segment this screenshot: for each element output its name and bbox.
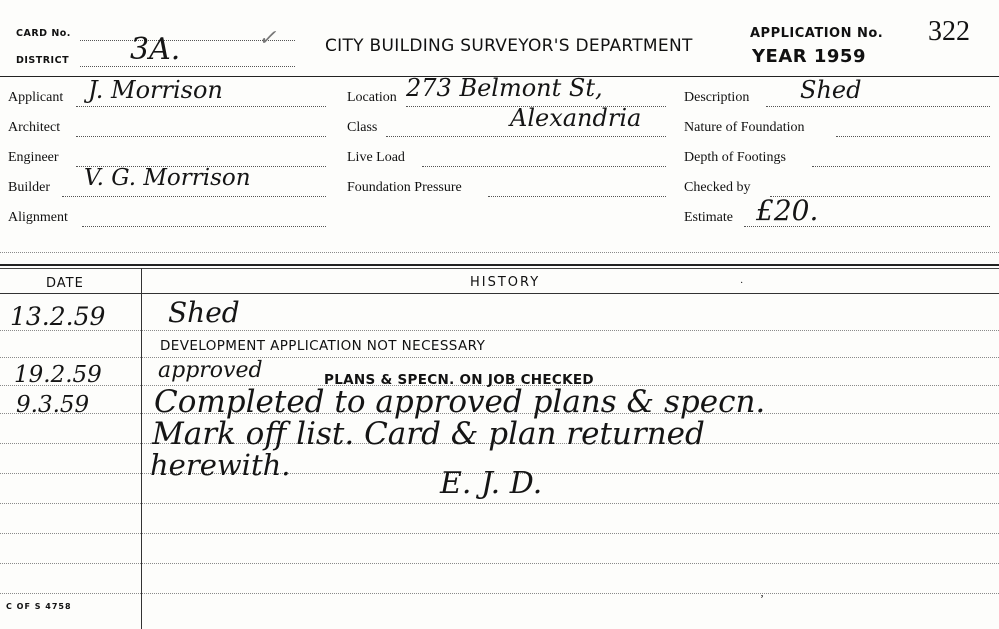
- applicant-value: J. Morrison: [88, 76, 223, 104]
- applicant-label: Applicant: [8, 90, 64, 105]
- class-label: Class: [347, 120, 378, 135]
- history-rule: [0, 330, 999, 331]
- history-rule: [0, 563, 999, 564]
- application-number: 322: [928, 16, 970, 47]
- depth-of-footings-line: [812, 166, 990, 167]
- history-stamp: PLANS & SPECN. ON JOB CHECKED: [324, 372, 594, 388]
- history-text: Completed to approved plans & specn.: [154, 384, 766, 420]
- history-text: herewith.: [150, 448, 291, 482]
- checked-by-label: Checked by: [684, 180, 751, 195]
- history-text: Shed: [168, 296, 240, 329]
- history-top-border: [0, 264, 999, 266]
- description-line: [766, 106, 990, 107]
- district-label: DISTRICT: [16, 55, 70, 66]
- history-rule: [0, 503, 999, 504]
- engineer-label: Engineer: [8, 150, 59, 165]
- builder-line: [62, 196, 326, 197]
- depth-of-footings-label: Depth of Footings: [684, 150, 786, 165]
- check-tick: ✓: [258, 26, 277, 51]
- nature-of-foundation-label: Nature of Foundation: [684, 120, 805, 135]
- class-line: [386, 136, 666, 137]
- applicant-line: [76, 106, 326, 107]
- estimate-value: £20.: [756, 194, 819, 227]
- fields-bottom-rule: [0, 252, 999, 253]
- architect-line: [76, 136, 326, 137]
- location-label: Location: [347, 90, 397, 105]
- history-text: Mark off list. Card & plan returned: [152, 416, 705, 452]
- history-stamp: DEVELOPMENT APPLICATION NOT NECESSARY: [160, 338, 486, 354]
- live-load-line: [422, 166, 666, 167]
- alignment-line: [82, 226, 326, 227]
- history-date: 19.2.59: [14, 362, 102, 388]
- description-value: Shed: [800, 76, 862, 104]
- history-column-header: HISTORY: [470, 275, 541, 290]
- history-header-rule: [0, 293, 999, 294]
- application-label: APPLICATION No.: [750, 26, 884, 41]
- paper-speck: ʼ: [760, 592, 764, 606]
- architect-label: Architect: [8, 120, 61, 135]
- card-no-label: CARD No.: [16, 28, 71, 39]
- history-rule: [0, 593, 999, 594]
- alignment-label: Alignment: [8, 210, 68, 225]
- live-load-label: Live Load: [347, 150, 405, 165]
- district-value: 3A.: [130, 32, 181, 67]
- form-code: C OF S 4758: [6, 602, 72, 611]
- builder-label: Builder: [8, 180, 50, 195]
- history-rule: [0, 533, 999, 534]
- builder-value: V. G. Morrison: [84, 165, 251, 191]
- nature-of-foundation-line: [836, 136, 990, 137]
- history-date: 13.2.59: [10, 302, 106, 331]
- district-line: [80, 66, 295, 67]
- location-value-1: 273 Belmont St,: [406, 74, 603, 102]
- history-initials: E. J. D.: [440, 466, 543, 501]
- history-text: approved: [158, 358, 263, 383]
- description-label: Description: [684, 90, 750, 105]
- estimate-label: Estimate: [684, 210, 733, 225]
- date-history-divider: [141, 268, 142, 629]
- department-title: CITY BUILDING SURVEYOR'S DEPARTMENT: [325, 36, 693, 56]
- foundation-pressure-label: Foundation Pressure: [347, 180, 462, 195]
- date-column-header: DATE: [46, 276, 84, 291]
- paper-speck: ·: [740, 278, 744, 289]
- history-rule: [0, 357, 999, 358]
- foundation-pressure-line: [488, 196, 666, 197]
- location-value-2: Alexandria: [510, 104, 642, 132]
- history-top-border-thin: [0, 268, 999, 269]
- year-label: YEAR 1959: [752, 46, 866, 67]
- history-date: 9.3.59: [16, 392, 90, 418]
